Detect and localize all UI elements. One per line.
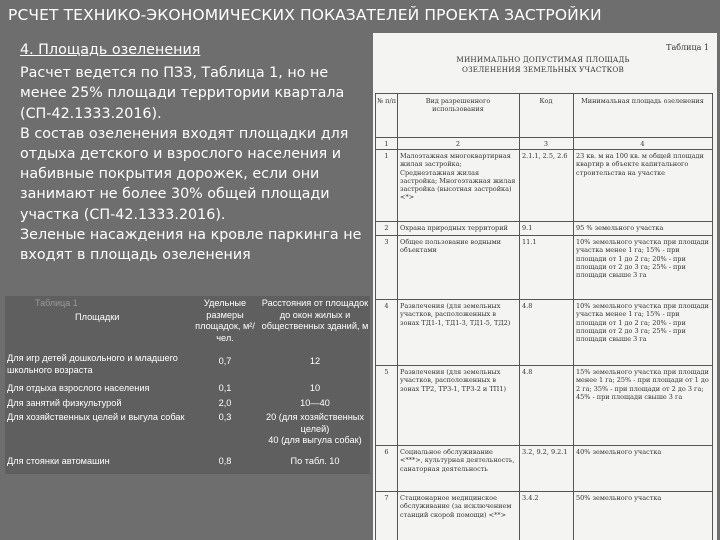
row-distance: По табл. 10 — [290, 456, 340, 466]
row-name: Для занятий физкультурой — [7, 398, 122, 408]
caption-line: ОЗЕЛЕНЕНИЯ ЗЕМЕЛЬНЫХ УЧАСТКОВ — [462, 65, 624, 74]
header-number: 2 — [455, 140, 461, 148]
row-num: 4 — [384, 302, 389, 310]
row-size: 0,8 — [218, 456, 232, 466]
header-area: Минимальная площадь озеленения — [581, 97, 704, 105]
row-size: 2,0 — [218, 398, 232, 408]
table-rule — [375, 445, 713, 446]
row-use: Развлечения (для земельных участков, расположенных в зонах ТД1-1, ТД1-3, ТД1-5, ТД2) — [400, 302, 511, 327]
section-heading: 4. Площадь озеленения — [20, 42, 201, 58]
header-number: 3 — [543, 140, 549, 148]
table-rule — [375, 299, 713, 300]
row-area: 95 % земельного участка — [576, 224, 664, 232]
row-num: 6 — [384, 448, 389, 456]
row-num: 2 — [384, 224, 389, 232]
row-use: Охрана природных территорий — [400, 224, 508, 232]
row-size: 0,7 — [218, 356, 232, 366]
header-number: 4 — [640, 140, 645, 148]
table-corner-label: Таблица 1 — [35, 298, 78, 308]
row-name: Для отдыха взрослого населения — [7, 383, 150, 393]
row-num: 7 — [384, 494, 389, 502]
row-code: 3.4.2 — [522, 494, 539, 502]
table-rule — [375, 93, 713, 94]
row-code: 3.2, 9.2, 9.2.1 — [522, 448, 568, 456]
row-code: 9.1 — [522, 224, 533, 232]
row-area: 10% земельного участка при площади участка менее 1 га; 15% - при площади от 1 до 2 га; 20% - при площади от 2 до 3 га; 25% - при площади свыше 3 га — [576, 238, 709, 280]
paragraph-composition: В состав озеленения входят площадки для отдыха детского и взрослого населения и набивные покрытия дорожек, если они занимают не более 30% общей площади участка (СП-42.1333.2016). — [20, 125, 349, 223]
row-distance: 10—40 — [300, 398, 330, 408]
regulation-document-image — [373, 33, 717, 540]
row-use: Малоэтажная многоквартирная жилая застройка; Среднеэтажная жилая застройка; Многоэтажная жилая застройка (высотная застройка) <*> — [400, 152, 516, 202]
row-num: 5 — [384, 368, 389, 376]
caption-line: МИНИМАЛЬНО ДОПУСТИМАЯ ПЛОЩАДЬ — [456, 55, 630, 64]
slide-title: РСЧЕТ ТЕХНИКО-ЭКОНОМИЧЕСКИХ ПОКАЗАТЕЛЕЙ ПРОЕКТА ЗАСТРОЙКИ — [8, 6, 602, 24]
row-distance: 12 — [309, 356, 321, 366]
row-distance: 20 (для хозяйственных целей) 40 (для выгула собак) — [266, 412, 364, 445]
table-rule — [375, 491, 713, 492]
document-table — [375, 93, 715, 540]
row-name: Для игр детей дошкольного и младшего школьного возраста — [7, 353, 178, 375]
row-num: 3 — [384, 238, 389, 246]
header-code: Код — [539, 97, 553, 105]
row-area: 10% земельного участка при площади участка менее 1 га; 15% - при площади от 1 до 2 га; 20% - при площади от 2 до 3 га; 25% - при площади свыше 3 га — [576, 302, 709, 344]
paragraph-requirement: Расчет ведется по ПЗЗ, Таблица 1, но не менее 25% площади территории квартала (СП-42.1333.2016). — [20, 65, 345, 122]
row-size: 0,1 — [218, 383, 232, 393]
row-use: Общее пользование водными объектами — [400, 238, 501, 255]
row-name: Для хозяйственных целей и выгула собак — [7, 412, 185, 422]
row-code: 4.8 — [522, 368, 533, 376]
row-code: 4.8 — [522, 302, 533, 310]
row-use: Развлечения (для земельных участков, расположенных в зонах ТР2, ТР3-1, ТР3-2 и ТП1) — [400, 368, 506, 393]
table-rule — [397, 93, 398, 540]
table-rule — [375, 149, 713, 150]
table-rule — [375, 221, 713, 222]
playgrounds-table — [5, 296, 370, 474]
row-use: Социальное обслуживание <***>, культурная деятельность, санаторная деятельность — [400, 448, 515, 473]
row-name: Для стоянки автомашин — [7, 456, 110, 466]
header-unit-size: Удельные размеры площадок, м²/чел. — [195, 298, 255, 343]
document-caption — [433, 55, 653, 75]
table-rule — [375, 137, 713, 138]
table-rule — [375, 235, 713, 236]
header-use: Вид разрешенного использования — [425, 97, 491, 114]
row-area: 23 кв. м на 100 кв. м общей площади квартир в объекте капитального строительства на участке — [576, 152, 704, 177]
row-use: Стационарное медицинское обслуживание (за исключением станций скорой помощи) <**> — [400, 494, 512, 519]
document-table-label: Таблица 1 — [666, 43, 709, 52]
row-area: 15% земельного участка при площади менее 1 га; 25% - при площади от 1 до 2 га; 35% - при площади от 2 до 3 га; 45% - при площади свыше 3 га — [576, 368, 709, 401]
table-rule — [375, 365, 713, 366]
table-rule — [519, 93, 520, 540]
table-rule — [712, 93, 713, 540]
paragraph-roof-greenery: Зеленые насаждения на кровле паркинга не входят в площадь озеленения — [20, 226, 362, 264]
row-distance: 10 — [309, 383, 321, 393]
header-distance: Расстояния от площадок до окон жилых и общественных зданий, м — [261, 298, 369, 331]
table-rule — [573, 93, 574, 540]
row-area: 50% земельного участка — [576, 494, 662, 502]
row-area: 40% земельного участка — [576, 448, 662, 456]
text-block — [20, 40, 370, 265]
row-size: 0,3 — [218, 412, 232, 422]
table-header — [5, 296, 370, 356]
header-num: № п/п — [376, 97, 397, 105]
header-number: 1 — [384, 140, 389, 148]
header-playgrounds: Площадки — [75, 312, 120, 322]
row-num: 1 — [384, 152, 389, 160]
row-code: 2.1.1, 2.5, 2.6 — [522, 152, 568, 160]
row-code: 11.1 — [522, 238, 537, 246]
